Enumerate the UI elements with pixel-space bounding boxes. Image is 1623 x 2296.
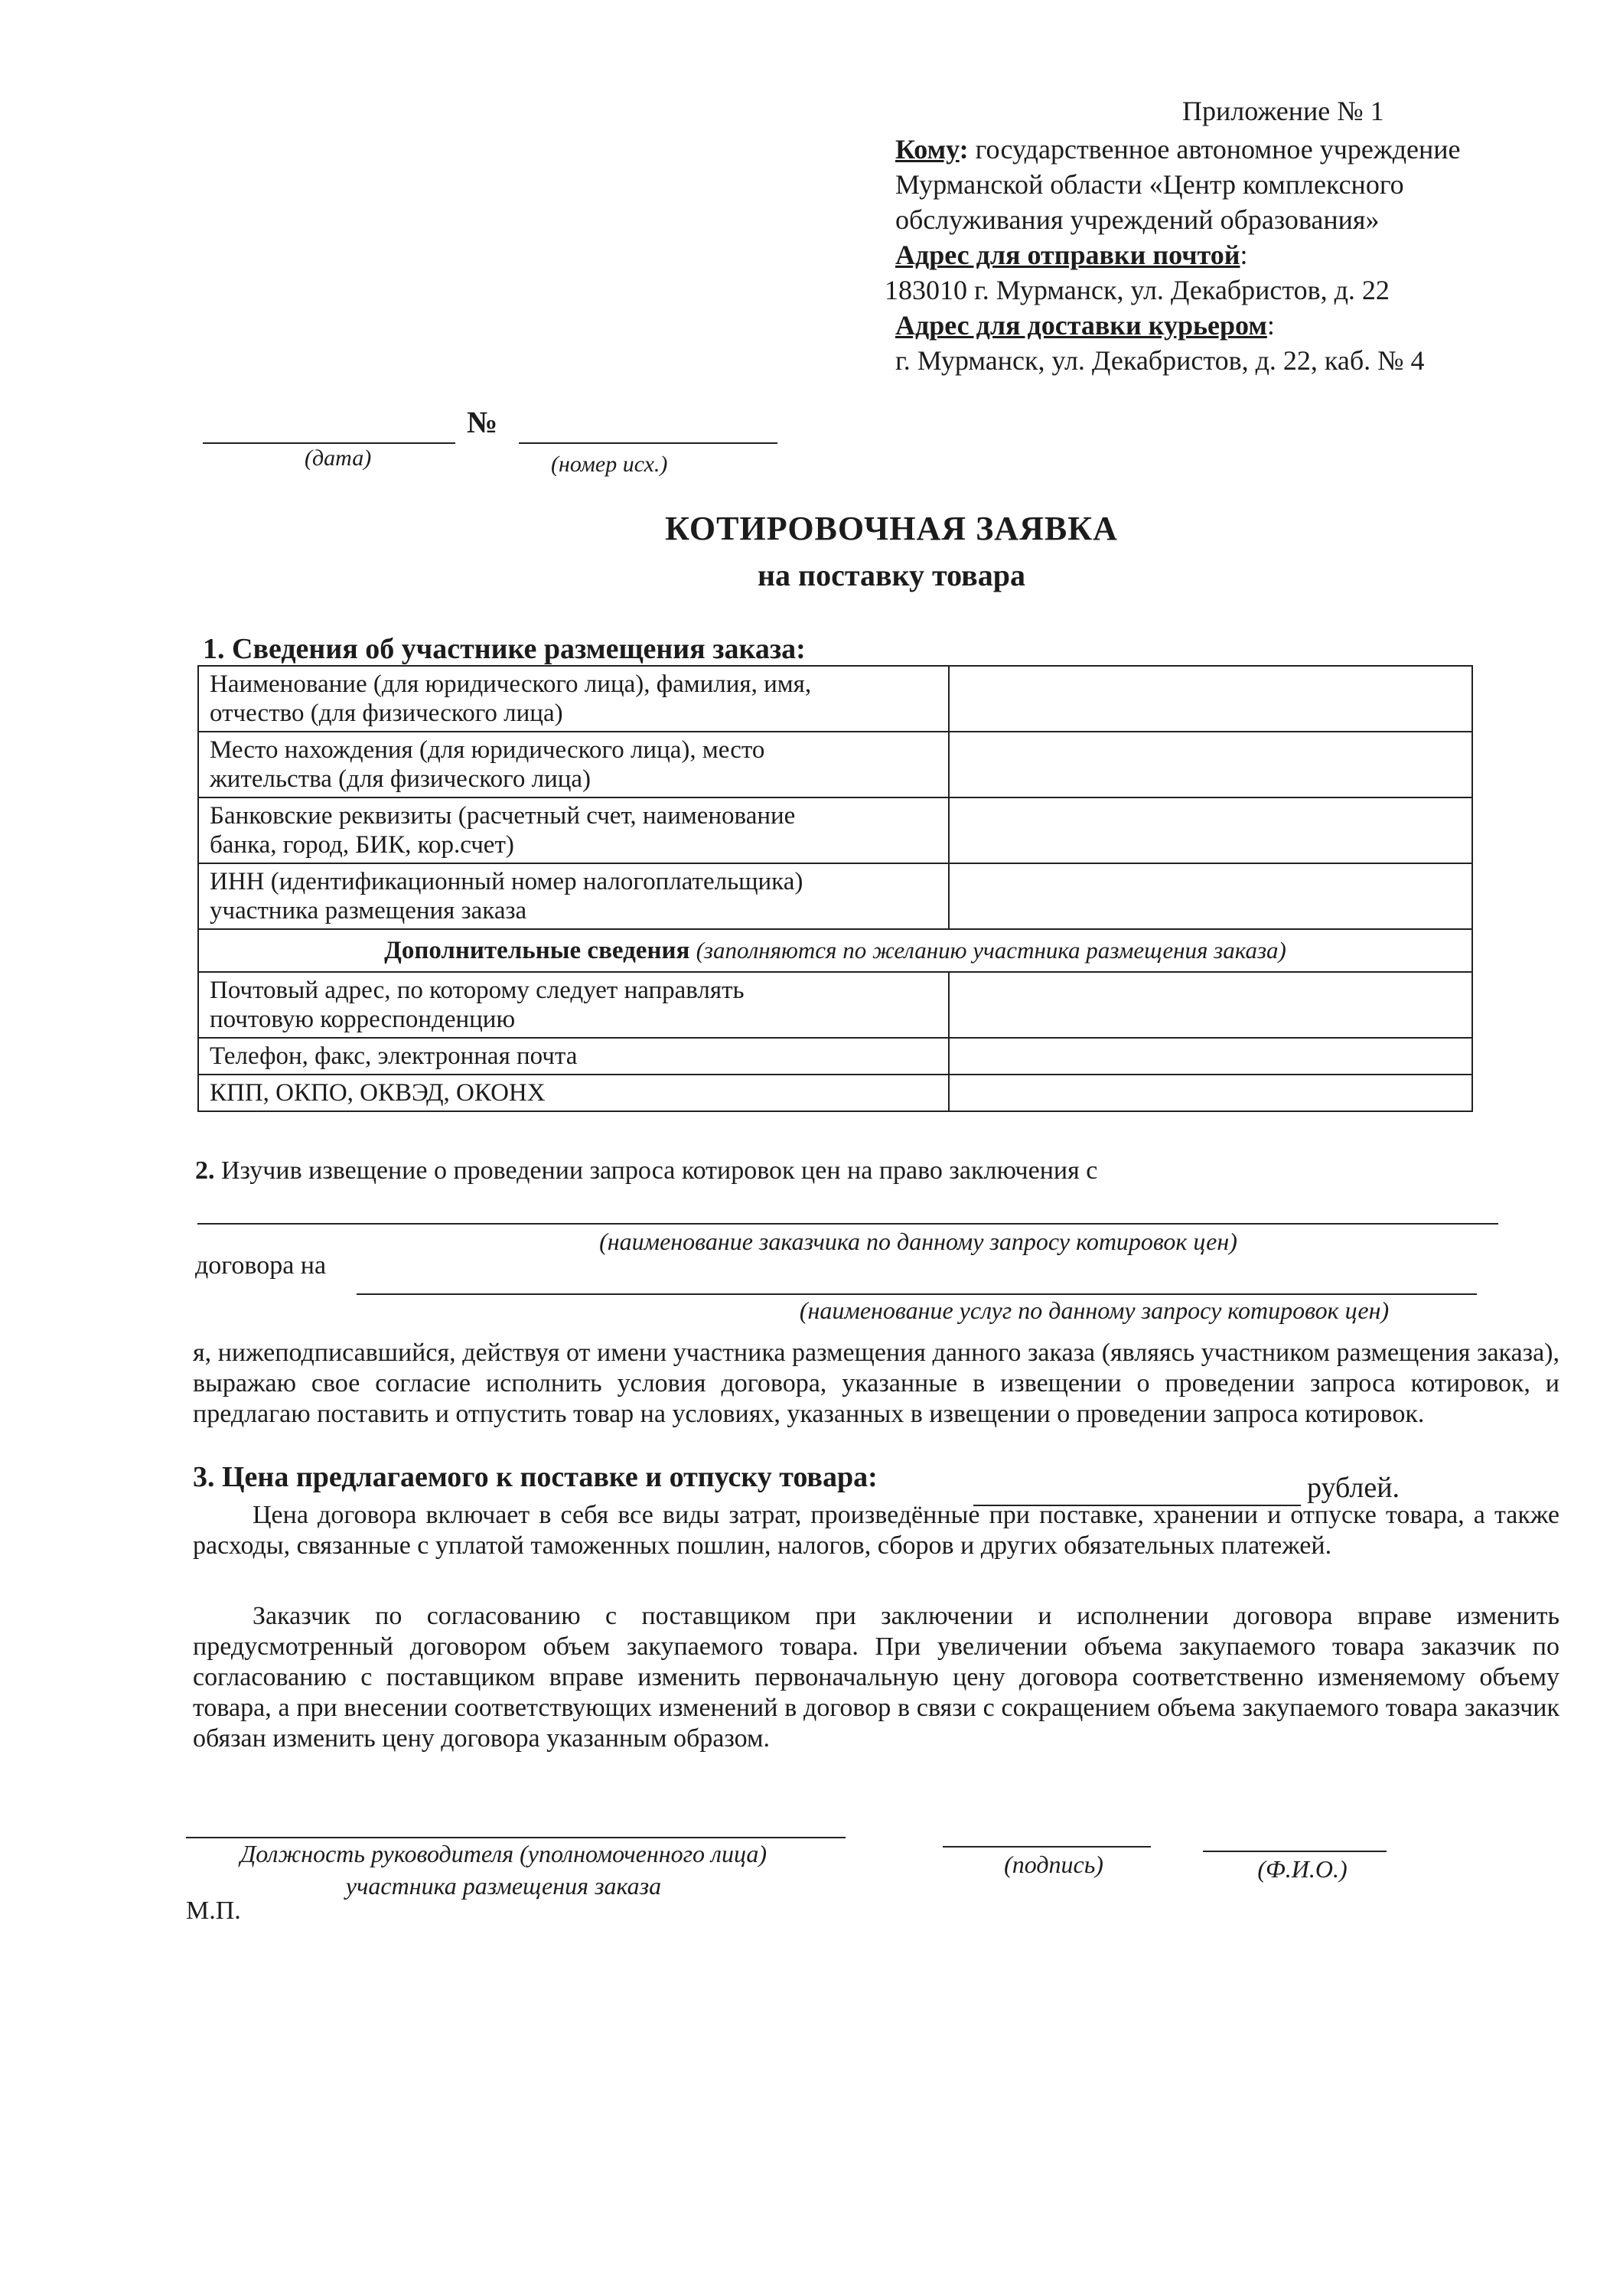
number-caption: (номер исх.) <box>551 452 668 477</box>
currency-label: рублей. <box>1307 1472 1400 1504</box>
table-row <box>198 863 1472 929</box>
recipient: Кому: государственное автономное учреждение Мурманской области «Центр комплексного обслуживания учреждений образования» <box>895 134 1461 235</box>
table-row <box>198 972 1472 1038</box>
row-label: Место нахождения (для юридического лица), место жительства (для физического лица) <box>198 732 949 797</box>
to-label: Кому <box>895 134 960 165</box>
row-label: Почтовый адрес, по которому следует направлять почтовую корреспонденцию <box>198 972 949 1038</box>
row-value-field[interactable] <box>949 797 1472 863</box>
table-row <box>198 732 1472 797</box>
customer-name-caption: (наименование заказчика по данному запросу котировок цен) <box>599 1228 1237 1255</box>
position-caption-line2: участника размещения заказа <box>345 1872 662 1900</box>
row-value-field[interactable] <box>949 972 1472 1038</box>
row-value-field[interactable] <box>949 666 1472 732</box>
section2-lead: 2. Изучив извещение о проведении запроса котировок цен на право заключения с <box>195 1156 1098 1185</box>
table-row <box>198 1038 1472 1075</box>
row-label: Наименование (для юридического лица), фамилия, имя, отчество (для физического лица) <box>198 666 949 732</box>
row-label: Банковские реквизиты (расчетный счет, наименование банка, город, БИК, кор.счет) <box>198 797 949 863</box>
mail-address-label-line: Адрес для отправки почтой: <box>895 240 1248 270</box>
fio-caption: (Ф.И.О.) <box>1257 1855 1348 1883</box>
row-value-field[interactable] <box>949 1038 1472 1075</box>
number-blank <box>519 442 777 444</box>
signature-blank[interactable] <box>943 1846 1151 1848</box>
date-blank <box>203 442 455 444</box>
signature-caption: (подпись) <box>1004 1851 1103 1878</box>
section3-paragraph-1: Цена договора включает в себя все виды затрат, произведённые при поставке, хранении и отпуске товара, а также расходы, связанные с уплатой таможенных пошлин, налогов, сборов и других обязательных платежей. <box>193 1501 1559 1560</box>
row-value-field[interactable] <box>949 863 1472 929</box>
section2-body: я, нижеподписавшийся, действуя от имени участника размещения данного заказа (являясь участником размещения заказа), выражаю свое согласие исполнить условия договора, указанные в извещении о проведении запроса котировок, и предлагаю поставить и отпустить товар на условиях, указанных в извещении о проведении запроса котировок. <box>193 1339 1559 1428</box>
position-caption-line1: Должность руководителя (уполномоченного лица) <box>240 1840 768 1867</box>
recipient-block <box>885 132 1507 378</box>
additional-info-row <box>198 929 1472 972</box>
number-sign: № <box>467 405 498 439</box>
row-value-field[interactable] <box>949 732 1472 797</box>
table-row <box>198 797 1472 863</box>
services-name-caption: (наименование услуг по данному запросу котировок цен) <box>799 1296 1390 1324</box>
participant-info-table <box>197 665 1473 1112</box>
courier-label: Адрес для доставки курьером <box>895 310 1267 341</box>
mail-label: Адрес для отправки почтой <box>895 240 1240 270</box>
row-label: ИНН (идентификационный номер налогоплательщика) участника размещения заказа <box>198 863 949 929</box>
document-title: КОТИРОВОЧНАЯ ЗАЯВКА <box>665 510 1118 547</box>
customer-name-blank[interactable] <box>197 1223 1498 1225</box>
fio-blank[interactable] <box>1203 1851 1387 1852</box>
contract-on-label: договора на <box>195 1251 327 1280</box>
document-subtitle: на поставку товара <box>757 558 1026 592</box>
table-row <box>198 1075 1472 1111</box>
position-blank[interactable] <box>186 1837 846 1838</box>
mail-address: 183010 г. Мурманск, ул. Декабристов, д. 22 <box>885 275 1390 305</box>
date-caption: (дата) <box>305 445 372 471</box>
appendix-label: Приложение № 1 <box>1182 96 1384 126</box>
additional-info-heading: Дополнительные сведения (заполняются по желанию участника размещения заказа) <box>198 929 1472 972</box>
section3-paragraph-2: Заказчик по согласованию с поставщиком при заключении и исполнении договора вправе изменить предусмотренный договором объем закупаемого товара. При увеличении объема закупаемого товара заказчик по согласованию с поставщиком вправе изменить первоначальную цену договора соответственно изменяемому объему товара, а при внесении соответствующих изменений в договор в связи с сокращением объема закупаемого товара заказчик обязан изменить цену договора указанным образом. <box>193 1602 1559 1753</box>
row-label: КПП, ОКПО, ОКВЭД, ОКОНХ <box>198 1075 949 1111</box>
services-name-blank[interactable] <box>357 1293 1477 1295</box>
section1-heading: 1. Сведения об участнике размещения заказа: <box>203 633 806 665</box>
row-value-field[interactable] <box>949 1075 1472 1111</box>
courier-address-label-line: Адрес для доставки курьером: <box>895 310 1275 341</box>
stamp-placeholder: М.П. <box>186 1896 241 1925</box>
section3-heading: 3. Цена предлагаемого к поставке и отпуску товара: <box>193 1461 878 1493</box>
to-text: государственное автономное учреждение Мурманской области «Центр комплексного обслуживания учреждений образования» <box>895 134 1461 235</box>
courier-address: г. Мурманск, ул. Декабристов, д. 22, каб. № 4 <box>895 345 1425 376</box>
table-row <box>198 666 1472 732</box>
row-label: Телефон, факс, электронная почта <box>198 1038 949 1075</box>
